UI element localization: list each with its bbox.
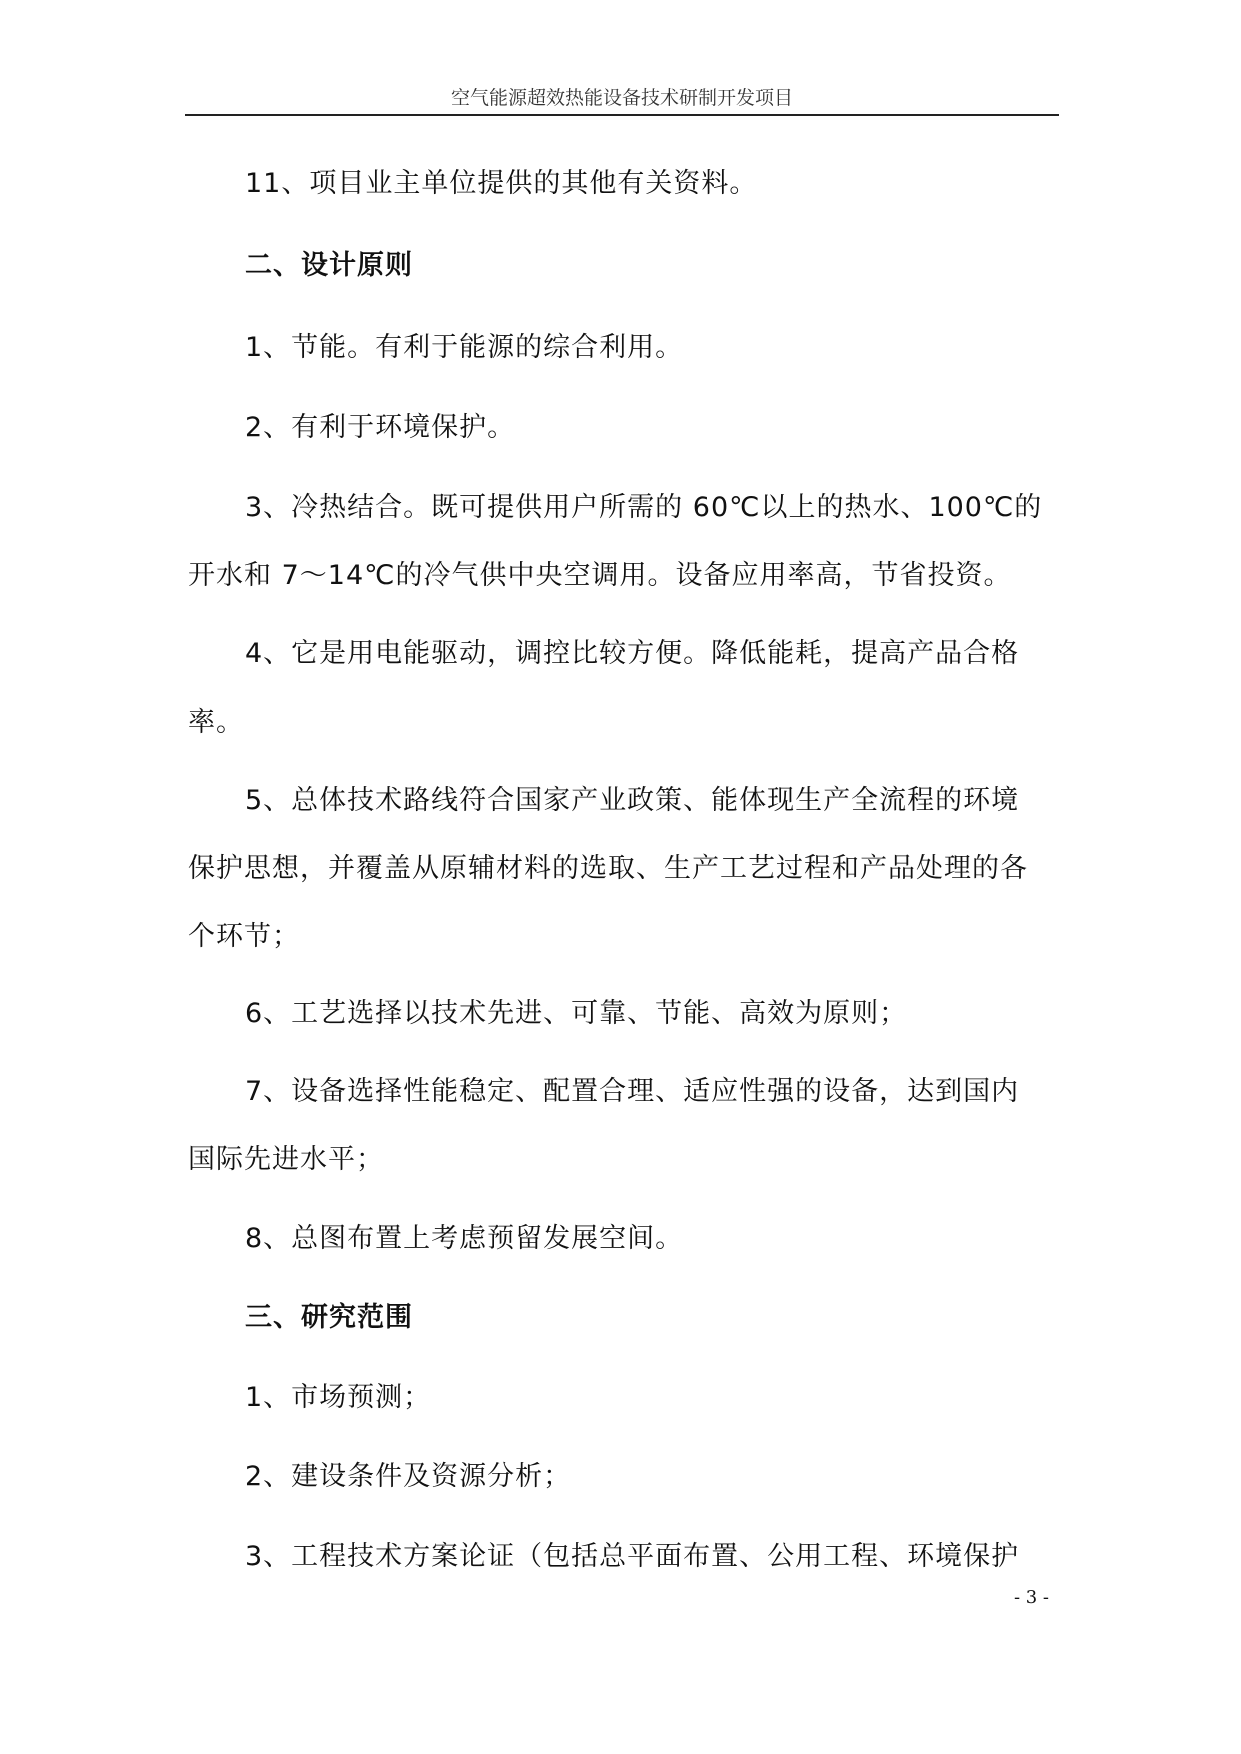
principle-4-line-2: 率。	[188, 707, 244, 738]
section-heading-research-scope: 三、研究范围	[245, 1302, 413, 1333]
list-item-11: 11、项目业主单位提供的其他有关资料。	[245, 168, 758, 199]
principle-5-line-1: 5、总体技术路线符合国家产业政策、能体现生产全流程的环境	[245, 785, 1020, 816]
scope-item-2: 2、建设条件及资源分析；	[245, 1461, 572, 1492]
principle-8: 8、总图布置上考虑预留发展空间。	[245, 1223, 684, 1254]
principle-1: 1、节能。有利于能源的综合利用。	[245, 332, 684, 363]
scope-item-1: 1、市场预测；	[245, 1382, 432, 1413]
principle-4-line-1: 4、它是用电能驱动，调控比较方便。降低能耗，提高产品合格	[245, 638, 1020, 669]
principle-3-line-2: 开水和 7～14℃的冷气供中央空调用。设备应用率高，节省投资。	[188, 560, 1012, 591]
principle-2: 2、有利于环境保护。	[245, 412, 516, 443]
principle-3-line-1: 3、冷热结合。既可提供用户所需的 60℃以上的热水、100℃的	[245, 492, 1043, 523]
principle-7-line-1: 7、设备选择性能稳定、配置合理、适应性强的设备，达到国内	[245, 1076, 1020, 1107]
principle-5-line-2: 保护思想，并覆盖从原辅材料的选取、生产工艺过程和产品处理的各	[188, 853, 1028, 884]
running-header: 空气能源超效热能设备技术研制开发项目	[450, 87, 793, 109]
principle-6: 6、工艺选择以技术先进、可靠、节能、高效为原则；	[245, 998, 908, 1029]
section-heading-design-principles: 二、设计原则	[245, 250, 413, 281]
principle-7-line-2: 国际先进水平；	[188, 1144, 384, 1175]
page-number: - 3 -	[1013, 1587, 1049, 1608]
scope-item-3-line-1: 3、工程技术方案论证（包括总平面布置、公用工程、环境保护	[245, 1541, 1020, 1572]
principle-5-line-3: 个环节；	[188, 921, 300, 952]
